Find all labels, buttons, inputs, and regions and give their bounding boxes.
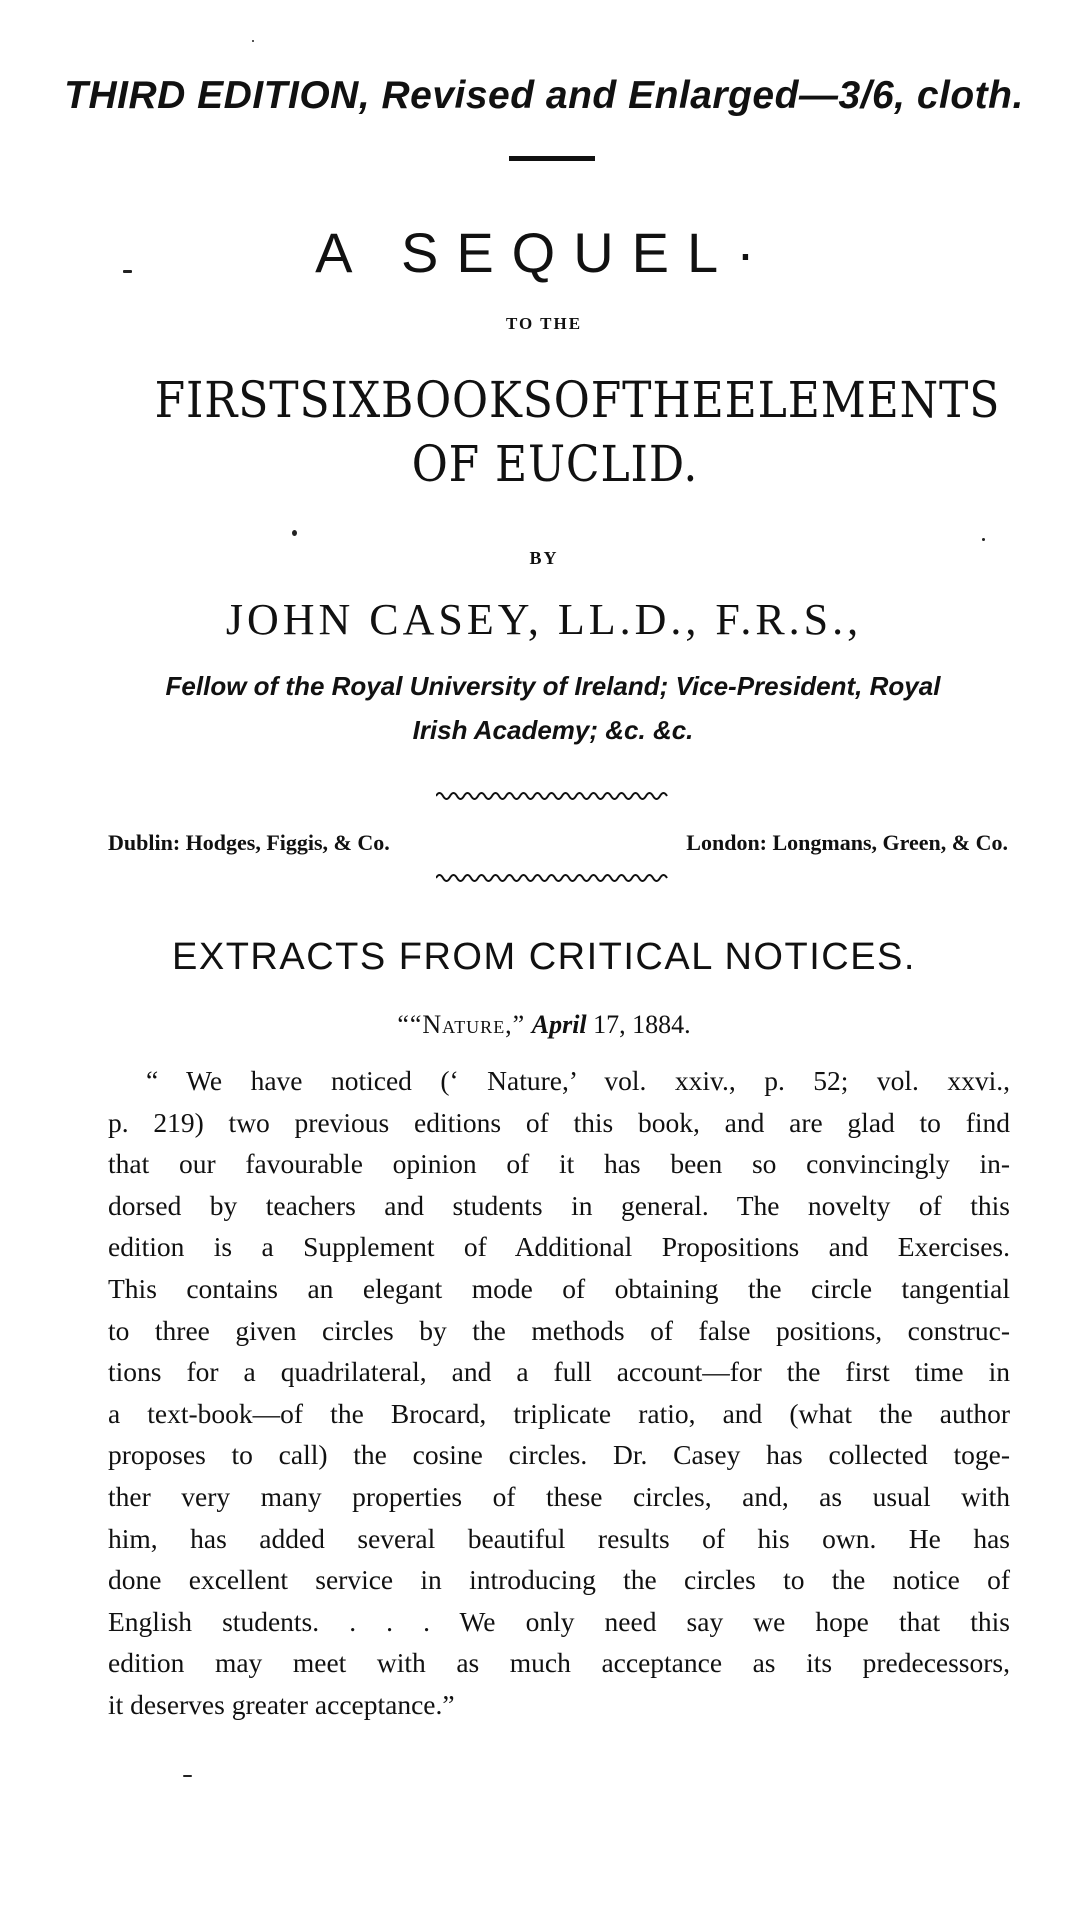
heading-rule [509,156,595,161]
quote-line: tions for a quadrilateral, and a full account—for the first time in [108,1356,1010,1388]
quote-line: proposes to call) the cosine circles. Dr. Casey has collected toge- [108,1439,1010,1471]
affiliation-line-2: Irish Academy; &c. &c. [412,715,694,745]
quote-line: a text-book—of the Brocard, triplicate ratio, and (what the author [108,1397,1010,1429]
source-month: April [531,1010,587,1039]
publisher-dublin: Dublin: Hodges, Figgis, & Co. [108,830,390,855]
notice-source [0,1010,1088,1040]
scan-speck [252,40,254,42]
title-word: SIX [299,371,382,429]
extracts-heading: EXTRACTS FROM CRITICAL NOTICES. [172,936,916,978]
scan-speck [123,270,132,273]
quote-line: edition is a Supplement of Additional Propositions and Exercises. [108,1231,1010,1263]
scan-speck [292,530,297,536]
quote-line: edition may meet with as much acceptance as its predecessors, [108,1647,1010,1679]
quote-line: dorsed by teachers and students in general. The novelty of this [108,1189,1010,1221]
wavy-divider-top [436,790,668,802]
title-word: FIRST [154,371,300,429]
title-word: BOOKS [381,371,554,429]
title-word: THE [622,371,725,429]
edition-line: THIRD EDITION, Revised and Enlarged—3/6, cloth. [64,74,1024,117]
book-title [154,368,1001,496]
title-word: OF [553,371,623,429]
title-word: ELEMENTS [724,371,1001,429]
book-title-line-1 [154,368,1001,432]
author-name: JOHN CASEY, LL.D., F.R.S., [225,595,863,644]
source-journal: ““Nature,” [397,1010,526,1039]
quote-line: it deserves greater acceptance.” [108,1688,455,1720]
book-title-line-2: OF EUCLID. [411,435,699,493]
quote-line: “ We have noticed (‘ Nature,’ vol. xxiv., p. 52; vol. xxvi., [146,1065,1010,1096]
source-date: 17, 1884. [593,1010,691,1039]
to-the-label: TO THE [505,314,583,333]
wavy-divider-bottom [436,872,668,884]
sequel-heading: A SEQUEL· [315,221,773,284]
author-affiliation [96,664,1010,752]
scan-speck [982,538,985,541]
affiliation-line-1: Fellow of the Royal University of Ireland; Vice-President, Royal [165,671,941,701]
quote-line: to three given circles by the methods of false positions, construc- [108,1314,1010,1346]
scan-speck [183,1775,192,1777]
quote-line: ther very many properties of these circles, and, as usual with [108,1480,1010,1512]
quote-line: that our favourable opinion of it has been so convincingly in- [108,1148,1010,1180]
publisher-london: London: Longmans, Green, & Co. [686,830,1008,855]
by-label: BY [529,548,559,568]
quote-line: English students. . . . We only need say we hope that this [108,1605,1010,1637]
quote-line: This contains an elegant mode of obtaining the circle tangential [108,1272,1010,1304]
quote-line: done excellent service in introducing the circles to the notice of [108,1564,1010,1596]
notice-quote [108,1060,1010,1726]
quote-line: him, has added several beautiful results of his own. He has [108,1522,1010,1554]
publishers-line [108,830,1008,856]
quote-line: p. 219) two previous editions of this book, and are glad to find [108,1106,1010,1138]
